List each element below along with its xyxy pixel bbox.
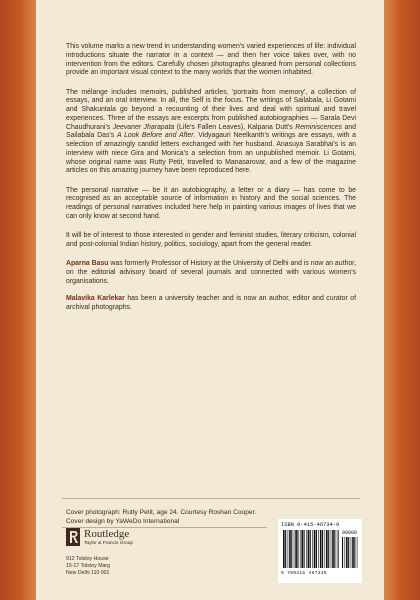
book-title-reminiscences: Reminiscences: [295, 123, 342, 131]
blurb-paragraph-narrative: The personal narrative — be it an autobiography, a letter or a diary — has come to be recognised as an acceptable source of information in history and the social sciences. The readings of personal narratives included here help in painting various images of lives that we can only know at second hand.: [66, 186, 356, 220]
routledge-r-logo-icon: [66, 528, 80, 546]
contents-text: and Sailabala Das's: [66, 123, 356, 140]
barcode-bar: [334, 530, 335, 568]
barcode-bar: [304, 530, 305, 568]
cover-design-credit: Cover design by YaWeDo International: [66, 518, 180, 525]
address-line: 15-17 Tolstoy Marg: [66, 563, 111, 569]
address-line: 912 Tolstoy House: [66, 556, 109, 562]
cover-credits: [66, 508, 256, 526]
publisher-subtitle: Taylor & Francis Group: [84, 541, 134, 546]
barcode-bar: [348, 537, 349, 568]
barcode-bar: [288, 530, 289, 568]
barcode-bar: [301, 530, 303, 568]
contents-text: . Vidyagauri Neelkanth's writings are essays, with a selection of amazingly candid letters exchanged with her husband. Anasuya Sarabhai's is an interview with niece Gira and Monica's a selection from an unpublished memoir. Li Gotami, whose original name was Rutty Petit, travelled to Manasarovar, and a few of the magazine articles on this amazing journey have been reproduced here.: [66, 132, 356, 175]
author-name: Malavika Karlekar: [66, 295, 125, 303]
publisher-address: [66, 556, 110, 577]
barcode-bar: [332, 530, 334, 568]
blurb-paragraph-contents: [66, 89, 356, 177]
publisher-name: Routledge: [84, 528, 130, 540]
barcode-bar: [306, 530, 307, 568]
address-line: New Delhi 110 001: [66, 570, 110, 576]
barcode-bar: [297, 530, 298, 568]
barcode-bar: [283, 530, 285, 568]
barcode-bar: [295, 530, 297, 568]
book-title-look-before-after: A Look Before and After: [116, 132, 194, 140]
isbn-barcode: [278, 519, 362, 583]
barcode-bar: [300, 530, 301, 568]
barcode-bar: [314, 530, 316, 568]
contents-text: The mélange includes memoirs, published articles, 'portraits from memory', a collection of essays, and an oral interview. In all, the Self is the focus. The writings of Sailabala, Li Gotami and Shakuntala go beyond a recounting of their lives and deal with spiritual and travel experiences. Three of the essays are excerpts from published autobiographies — Sarala Devi Chaudhurani's: [66, 88, 356, 131]
blurb-paragraph-audience: It will be of interest to those interested in gender and feminist studies, literary criticism, colonial and post-colonial Indian history, politics, sociology, apart from the general reader.: [66, 232, 356, 248]
barcode-bar: [338, 530, 339, 568]
isbn-number: ISBN 0-415-46734-9: [281, 522, 340, 528]
author-bio-text: has been a university teacher and is now an author, editor and curator of archival photographs.: [66, 295, 357, 311]
barcode-bar: [345, 537, 346, 568]
barcode-bar: [351, 537, 352, 568]
barcode-bar: [291, 530, 292, 568]
barcode-bar: [294, 530, 295, 568]
barcode-bar: [342, 537, 343, 568]
barcode-bar: [310, 530, 311, 568]
price-code: 90000: [342, 530, 358, 536]
barcode-bar: [352, 537, 354, 568]
barcode-bar: [326, 530, 328, 568]
barcode-bar: [337, 530, 338, 568]
cover-photo-credit: Cover photograph: Rutty Petit, age 24. Courtesy Roshan Cooper.: [66, 509, 257, 516]
author-name: Aparna Basu: [66, 260, 109, 267]
barcode-bar: [289, 530, 291, 568]
barcode-bar: [285, 530, 286, 568]
barcode-bar: [318, 530, 319, 568]
ean-number: 9 780415 467346: [281, 571, 327, 576]
barcode-bar: [325, 530, 326, 568]
barcode-bar: [331, 530, 332, 568]
barcode-bar: [322, 530, 323, 568]
barcode-bar: [357, 537, 358, 568]
barcode-bar: [316, 530, 317, 568]
barcode-bar: [312, 530, 313, 568]
author-bio-text: was formerly Professor of History at the University of Delhi and is now an author, on the editorial advisory board of several journals and connected with various women's organisations.: [66, 260, 356, 285]
barcode-bar: [320, 530, 322, 568]
barcode-bar: [354, 537, 355, 568]
barcode-bar: [328, 530, 329, 568]
author-bio-karlekar: [66, 295, 356, 313]
ean-barcode-bars: [283, 530, 339, 568]
blurb-paragraph-intro: This volume marks a new trend in understanding women's varied experiences of life: individual introductions situate the narrator in a context — and then her voice takes over, with no intervention from the editors. Carefully chosen photographs gleaned from personal collections provide an important visual context to the many worlds that the women inhabited.: [66, 43, 356, 77]
back-cover-blurb: [66, 43, 356, 322]
barcode-bar: [346, 537, 348, 568]
right-orange-border: [384, 0, 420, 600]
book-title-jeevaner-jharapata: Jeevaner Jharapata: [112, 123, 175, 131]
author-bio-basu: [66, 260, 356, 286]
contents-text: (Life's Fallen Leaves), Kalpana Dutt's: [174, 123, 296, 131]
addon-barcode-bars: [342, 537, 358, 568]
barcode-bar: [308, 530, 310, 568]
divider-top: [62, 498, 360, 499]
left-orange-border: [0, 0, 36, 600]
